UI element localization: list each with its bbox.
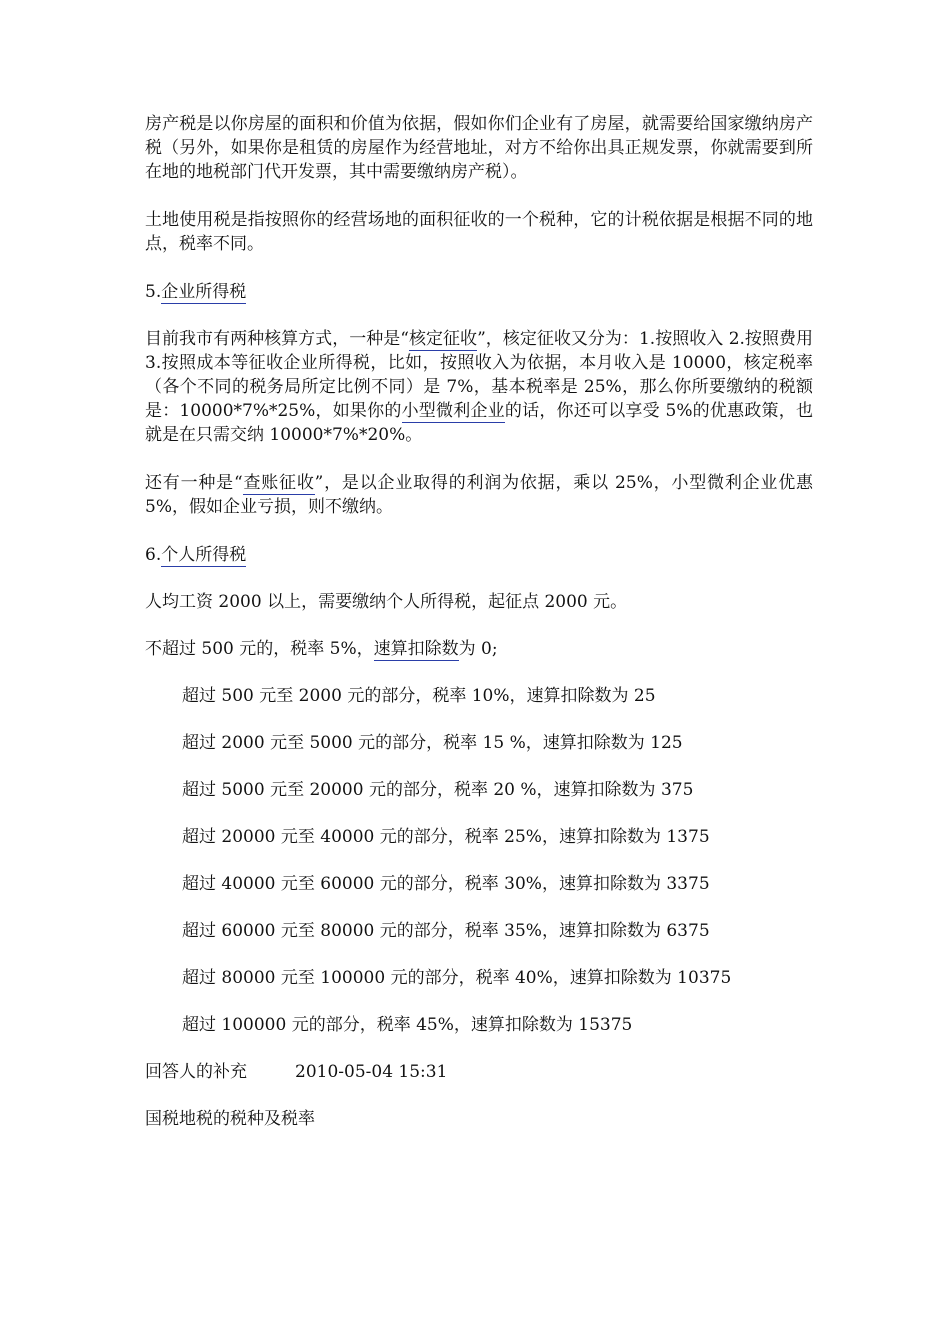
personal-income-tax-link[interactable]: 个人所得税 (161, 545, 247, 565)
tax-bracket-first: 不超过 500 元的，税率 5%，速算扣除数为 0; (145, 639, 498, 659)
tax-bracket-row: 超过 80000 元至 100000 元的部分，税率 40%，速算扣除数为 10375 (182, 968, 732, 988)
closing-line: 国税地税的税种及税率 (145, 1109, 315, 1129)
small-low-profit-enterprise-link[interactable]: 小型微利企业 (401, 401, 505, 421)
land-use-tax-paragraph: 土地使用税是指按照你的经营场地的面积征收的一个税种，它的计税依据是根据不同的地点，税率不同。 (145, 210, 813, 254)
accounting-methods-paragraph: 目前我市有两种核算方式，一种是“核定征收”，核定征收又分为：1.按照收入 2.按照费用 3.按照成本等征收企业所得税，比如，按照收入为依据，本月收入是 10000，核定税率（各个不同的税务局所定比例不同）是 7%，基本税率是 25%，那么你所要缴纳的税额是：10000*7%*25%，如果你的小型微利企业的话，你还可以享受 5%的优惠政策，也就是在只需交纳 10000*7%*20%。 (145, 329, 813, 445)
property-tax-paragraph: 房产税是以你房屋的面积和价值为依据，假如你们企业有了房屋，就需要给国家缴纳房产税（另外，如果你是租赁的房屋作为经营地址，对方不给你出具正规发票，你就需要到所在地的地税部门代开发票，其中需要缴纳房产税）。 (145, 114, 813, 182)
tax-bracket-row: 超过 5000 元至 20000 元的部分，税率 20 %，速算扣除数为 375 (182, 780, 694, 800)
section-5-number: 5. (145, 282, 162, 302)
audit-collection-paragraph: 还有一种是“查账征收”，是以企业取得的利润为依据，乘以 25%，小型微利企业优惠 5%，假如企业亏损，则不缴纳。 (145, 473, 813, 517)
section-6-number: 6. (145, 545, 162, 565)
tax-bracket-row: 超过 100000 元的部分，税率 45%，速算扣除数为 15375 (182, 1015, 633, 1035)
assessed-collection-link[interactable]: 核定征收 (408, 329, 478, 349)
personal-tax-intro: 人均工资 2000 以上，需要缴纳个人所得税，起征点 2000 元。 (145, 592, 628, 612)
tax-bracket-row: 超过 40000 元至 60000 元的部分，税率 30%，速算扣除数为 3375 (182, 874, 710, 894)
tax-bracket-row: 超过 500 元至 2000 元的部分，税率 10%，速算扣除数为 25 (182, 686, 656, 706)
document-page (145, 112, 813, 1154)
tax-bracket-row: 超过 20000 元至 40000 元的部分，税率 25%，速算扣除数为 1375 (182, 827, 710, 847)
audit-collection-link[interactable]: 查账征收 (242, 473, 315, 493)
section-5-heading (145, 280, 813, 304)
answerer-supplement-line (145, 1060, 813, 1084)
corporate-income-tax-link[interactable]: 企业所得税 (161, 282, 247, 302)
supplement-label: 回答人的补充 (145, 1062, 247, 1082)
tax-bracket-row: 超过 2000 元至 5000 元的部分，税率 15 %，速算扣除数为 125 (182, 733, 683, 753)
tax-bracket-row: 超过 60000 元至 80000 元的部分，税率 35%，速算扣除数为 6375 (182, 921, 710, 941)
supplement-timestamp: 2010-05-04 15:31 (295, 1062, 448, 1082)
quick-deduction-link[interactable]: 速算扣除数 (373, 639, 459, 659)
section-6-heading (145, 543, 813, 567)
